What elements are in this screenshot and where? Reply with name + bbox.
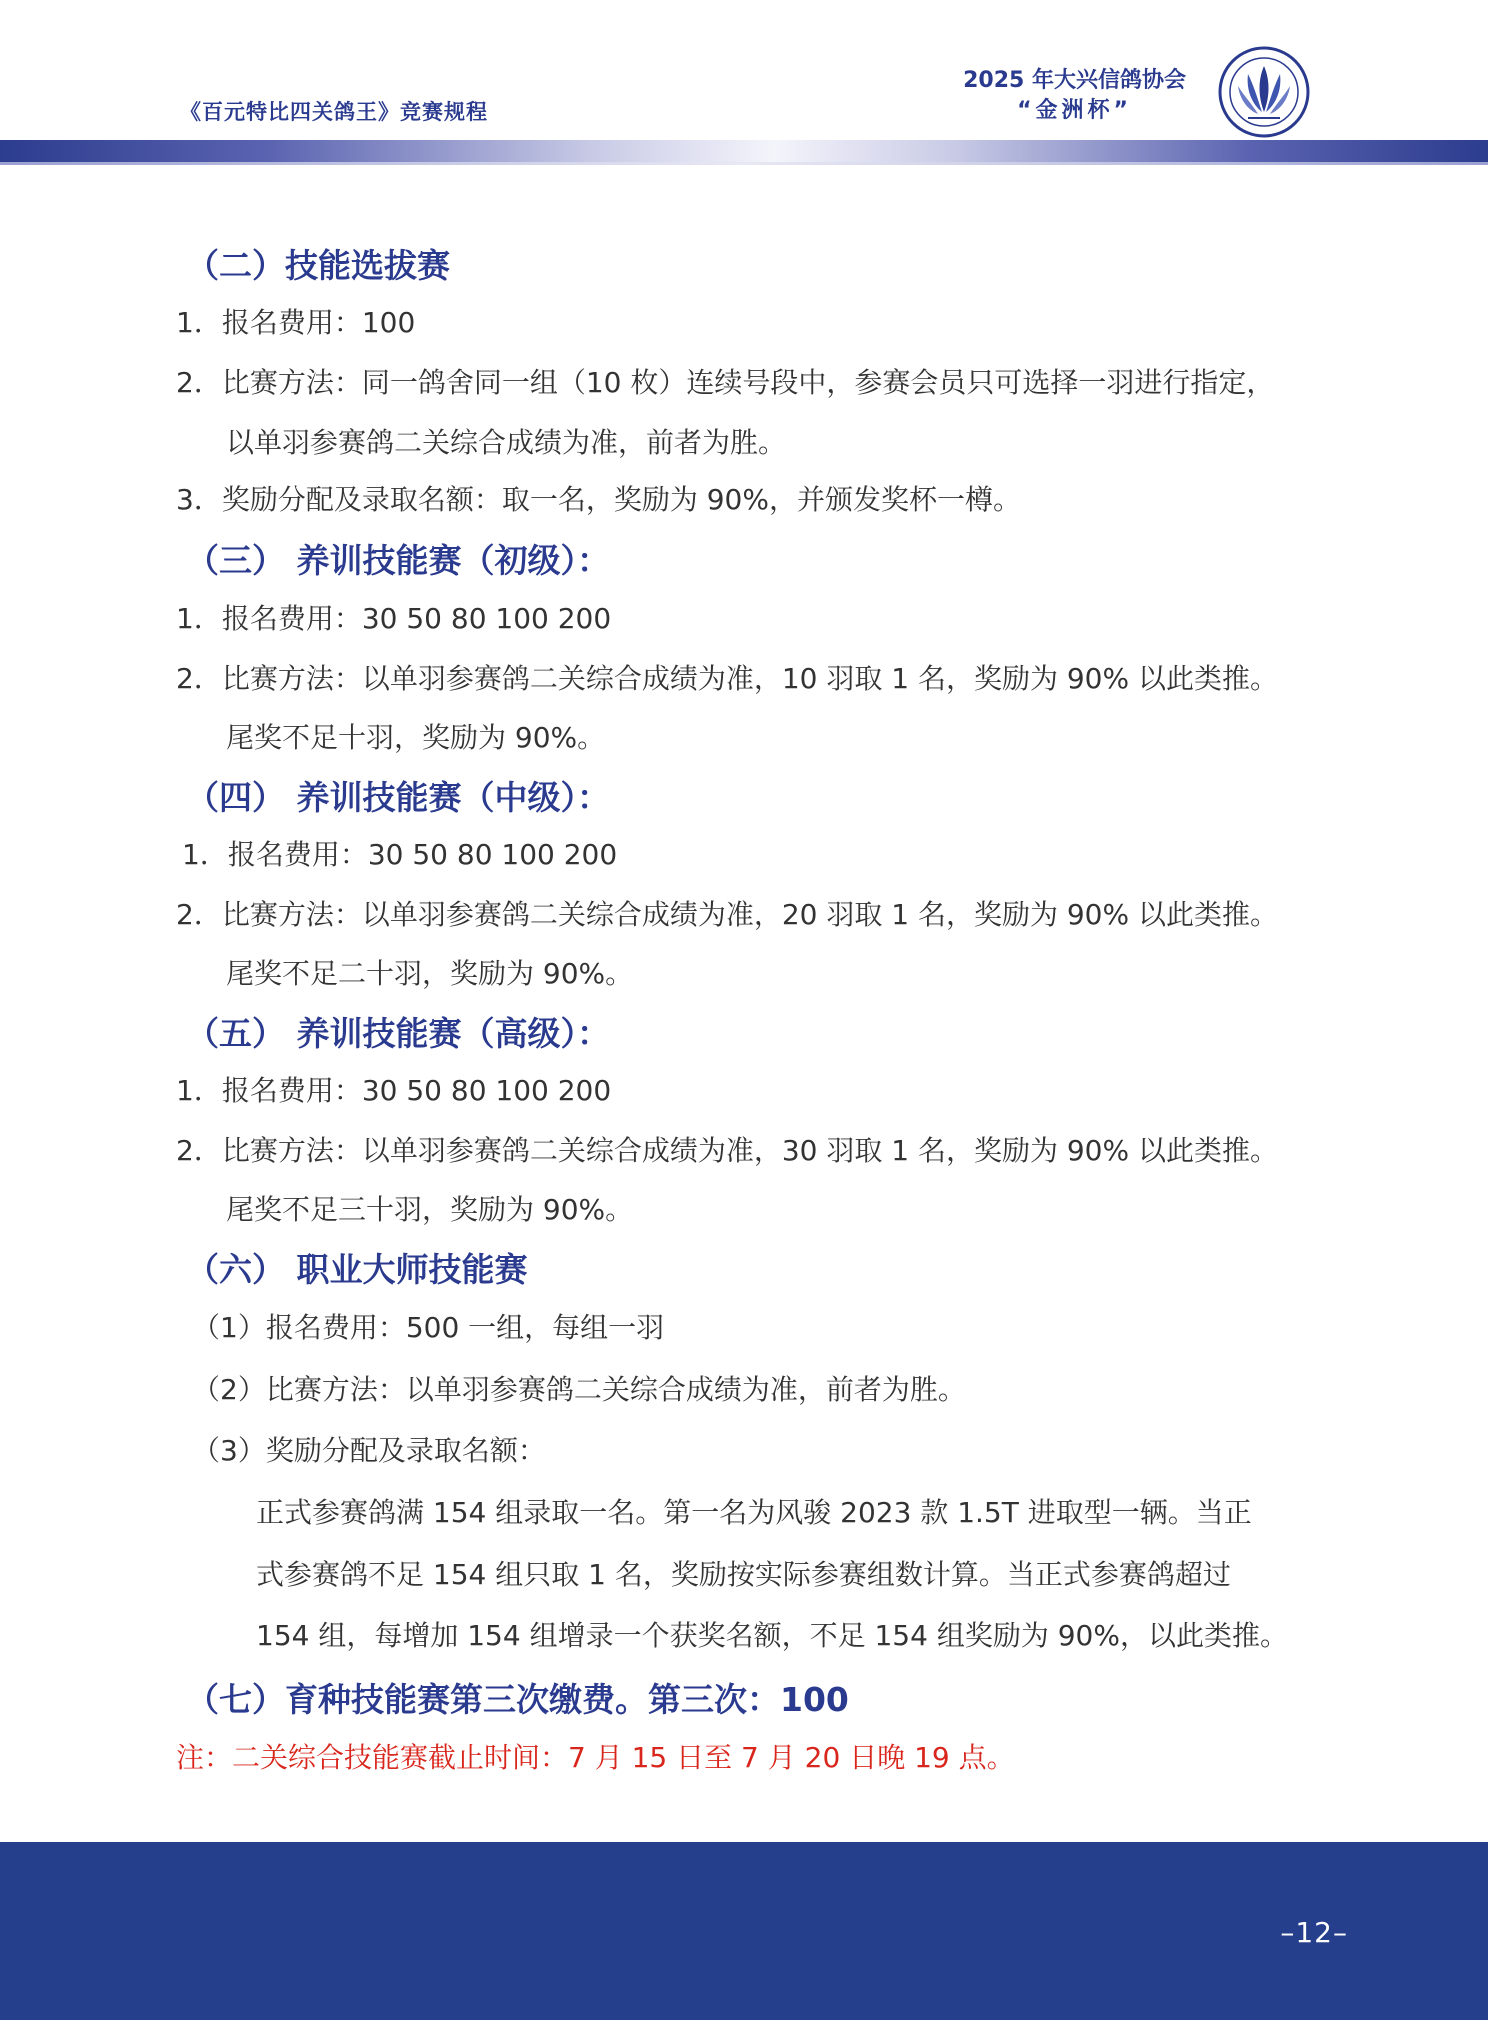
association-logo-icon — [1218, 46, 1310, 138]
s6-para-line-1: 正式参赛鸽满 154 组录取一名。第一名为风骏 2023 款 1.5T 进取型一辆。当正 — [256, 1496, 1252, 1529]
s5-line-tail: 尾奖不足三十羽，奖励为 90%。 — [226, 1193, 634, 1226]
s4-line-tail: 尾奖不足二十羽，奖励为 90%。 — [226, 957, 634, 990]
page-header — [0, 0, 1488, 168]
s2-line-method-cont: 以单羽参赛鸽二关综合成绩为准，前者为胜。 — [226, 426, 787, 459]
association-title — [963, 66, 1186, 126]
section-heading-2: （二）技能选拔赛 — [186, 246, 450, 285]
s3-line-fee: 1．报名费用：30 50 80 100 200 — [176, 602, 612, 635]
s6-para-line-3: 154 组，每增加 154 组增录一个获奖名额，不足 154 组奖励为 90%，以此类推。 — [256, 1619, 1288, 1652]
cup-name: “金洲杯” — [1017, 98, 1133, 123]
s3-line-tail: 尾奖不足十羽，奖励为 90%。 — [226, 721, 606, 754]
s6-para-line-2: 式参赛鸽不足 154 组只取 1 名，奖励按实际参赛组数计算。当正式参赛鸽超过 — [256, 1558, 1231, 1591]
s5-line-fee: 1．报名费用：30 50 80 100 200 — [176, 1074, 612, 1107]
section-heading-6: （六） 职业大师技能赛 — [186, 1250, 528, 1289]
deadline-note: 注：二关综合技能赛截止时间：7 月 15 日至 7 月 20 日晚 19 点。 — [176, 1741, 1015, 1774]
header-divider — [0, 162, 1488, 165]
s4-line-fee: 1．报名费用：30 50 80 100 200 — [182, 838, 618, 871]
association-name: 2025 年大兴信鸽协会 — [963, 68, 1186, 93]
header-band — [0, 140, 1488, 162]
s2-line-reward: 3．奖励分配及录取名额：取一名，奖励为 90%，并颁发奖杯一樽。 — [176, 483, 1021, 516]
s3-line-method: 2．比赛方法：以单羽参赛鸽二关综合成绩为准，10 羽取 1 名，奖励为 90% 以此类推。 — [176, 662, 1278, 695]
s4-line-method: 2．比赛方法：以单羽参赛鸽二关综合成绩为准，20 羽取 1 名，奖励为 90% 以此类推。 — [176, 898, 1278, 931]
page-number: –12– — [1280, 1916, 1348, 1949]
page-footer-band — [0, 1842, 1488, 2020]
section-heading-4: （四） 养训技能赛（中级）： — [186, 778, 610, 817]
s5-line-method: 2．比赛方法：以单羽参赛鸽二关综合成绩为准，30 羽取 1 名，奖励为 90% 以此类推。 — [176, 1134, 1278, 1167]
s2-line-fee: 1．报名费用：100 — [176, 306, 416, 339]
document-title: 《百元特比四关鸽王》竞赛规程 — [180, 100, 488, 124]
section-heading-7: （七）育种技能赛第三次缴费。第三次：100 — [186, 1680, 849, 1719]
s6-line-reward: （3）奖励分配及录取名额： — [192, 1434, 546, 1467]
s2-line-method: 2．比赛方法：同一鸽舍同一组（10 枚）连续号段中，参赛会员只可选择一羽进行指定， — [176, 366, 1275, 399]
s6-line-fee: （1）报名费用：500 一组，每组一羽 — [192, 1311, 665, 1344]
s6-line-method: （2）比赛方法：以单羽参赛鸽二关综合成绩为准，前者为胜。 — [192, 1373, 966, 1406]
section-heading-5: （五） 养训技能赛（高级）： — [186, 1014, 610, 1053]
section-heading-3: （三） 养训技能赛（初级）： — [186, 541, 610, 580]
